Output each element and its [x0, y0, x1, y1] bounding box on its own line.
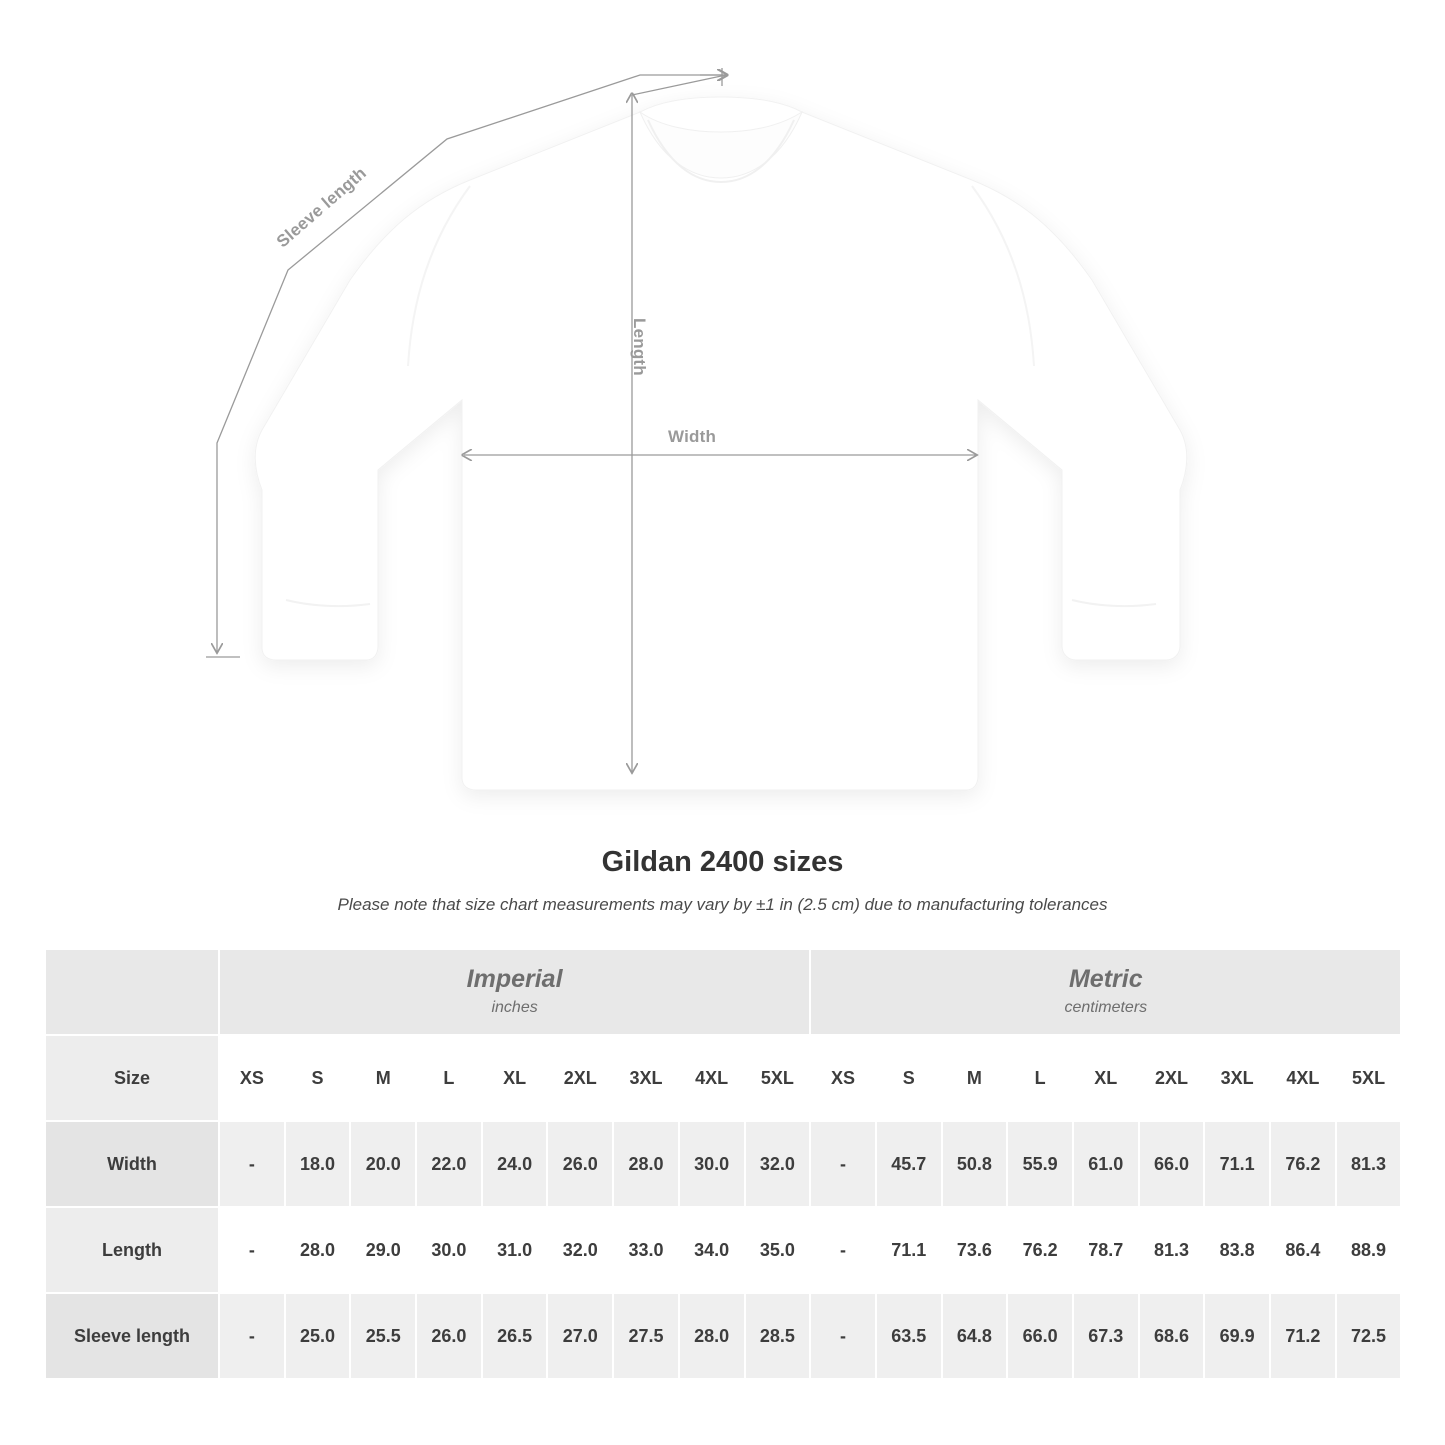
unit-header-row	[45, 949, 1401, 1035]
cell-value: 33.0	[613, 1207, 679, 1293]
size-col-header: M	[942, 1035, 1008, 1121]
cell-value: 28.0	[285, 1207, 351, 1293]
size-col-header: 3XL	[1204, 1035, 1270, 1121]
cell-value: 63.5	[876, 1293, 942, 1379]
cell-value: 66.0	[1007, 1293, 1073, 1379]
cell-value: 71.2	[1270, 1293, 1336, 1379]
unit-sub-metric: centimeters	[1064, 998, 1148, 1016]
size-chart-table	[44, 948, 1402, 1380]
cell-value: 34.0	[679, 1207, 745, 1293]
cell-value: 61.0	[1073, 1121, 1139, 1207]
cell-value: 55.9	[1007, 1121, 1073, 1207]
size-col-header: 2XL	[1139, 1035, 1205, 1121]
cell-value: 35.0	[745, 1207, 811, 1293]
cell-value: 81.3	[1336, 1121, 1402, 1207]
cell-value: -	[219, 1293, 285, 1379]
unit-name-metric: Metric	[1068, 964, 1143, 993]
unit-header-metric	[810, 949, 1401, 1035]
cell-value: 30.0	[679, 1121, 745, 1207]
size-col-header: XS	[219, 1035, 285, 1121]
tolerance-note: Please note that size chart measurements may vary by ±1 in (2.5 cm) due to manufacturing tolerances	[337, 895, 1108, 914]
unit-header-imperial	[219, 949, 810, 1035]
page-title: Gildan 2400 sizes	[601, 846, 844, 878]
cell-value: 71.1	[876, 1207, 942, 1293]
size-col-header: XL	[1073, 1035, 1139, 1121]
cell-value: 73.6	[942, 1207, 1008, 1293]
size-col-header: 5XL	[1336, 1035, 1402, 1121]
size-col-header: XS	[810, 1035, 876, 1121]
cell-value: 26.0	[416, 1293, 482, 1379]
cell-value: 26.5	[482, 1293, 548, 1379]
cell-value: 83.8	[1204, 1207, 1270, 1293]
cell-value: 28.0	[679, 1293, 745, 1379]
cell-value: 68.6	[1139, 1293, 1205, 1379]
size-col-header: S	[285, 1035, 351, 1121]
cell-value: -	[810, 1121, 876, 1207]
cell-value: 72.5	[1336, 1293, 1402, 1379]
cell-value: -	[219, 1207, 285, 1293]
size-col-header: 3XL	[613, 1035, 679, 1121]
size-chart-table-wrapper	[44, 948, 1401, 1380]
title-block	[0, 846, 1445, 915]
sleeve-length-label: Sleeve length	[272, 163, 371, 252]
cell-value: 67.3	[1073, 1293, 1139, 1379]
size-col-header: L	[416, 1035, 482, 1121]
cell-value: 45.7	[876, 1121, 942, 1207]
length-label: Length	[630, 318, 649, 376]
cell-value: 29.0	[350, 1207, 416, 1293]
size-col-header: S	[876, 1035, 942, 1121]
cell-value: 27.0	[547, 1293, 613, 1379]
size-col-header: 4XL	[1270, 1035, 1336, 1121]
cell-value: 31.0	[482, 1207, 548, 1293]
width-label: Width	[668, 427, 717, 446]
size-col-header: 5XL	[745, 1035, 811, 1121]
cell-value: 64.8	[942, 1293, 1008, 1379]
cell-value: 78.7	[1073, 1207, 1139, 1293]
unit-sub-imperial: inches	[491, 998, 538, 1016]
table-row	[45, 1293, 1401, 1379]
corner-blank	[45, 949, 219, 1035]
cell-value: 86.4	[1270, 1207, 1336, 1293]
cell-value: 22.0	[416, 1121, 482, 1207]
cell-value: 76.2	[1270, 1121, 1336, 1207]
cell-value: 28.5	[745, 1293, 811, 1379]
cell-value: 18.0	[285, 1121, 351, 1207]
cell-value: 71.1	[1204, 1121, 1270, 1207]
table-row	[45, 1207, 1401, 1293]
size-col-header: 4XL	[679, 1035, 745, 1121]
cell-value: 81.3	[1139, 1207, 1205, 1293]
cell-value: 26.0	[547, 1121, 613, 1207]
cell-value: 27.5	[613, 1293, 679, 1379]
cell-value: 28.0	[613, 1121, 679, 1207]
unit-name-imperial: Imperial	[466, 964, 563, 993]
cell-value: 32.0	[745, 1121, 811, 1207]
row-label-sleeve-length: Sleeve length	[45, 1293, 219, 1379]
cell-value: -	[810, 1207, 876, 1293]
cell-value: -	[219, 1121, 285, 1207]
size-col-header: 2XL	[547, 1035, 613, 1121]
cell-value: 25.5	[350, 1293, 416, 1379]
size-label: Size	[45, 1035, 219, 1121]
cell-value: 24.0	[482, 1121, 548, 1207]
cell-value: 20.0	[350, 1121, 416, 1207]
cell-value: 69.9	[1204, 1293, 1270, 1379]
shirt-shape	[255, 97, 1187, 790]
cell-value: -	[810, 1293, 876, 1379]
size-col-header: M	[350, 1035, 416, 1121]
cell-value: 88.9	[1336, 1207, 1402, 1293]
cell-value: 30.0	[416, 1207, 482, 1293]
size-header-row	[45, 1035, 1401, 1121]
table-row	[45, 1121, 1401, 1207]
size-col-header: XL	[482, 1035, 548, 1121]
row-label-width: Width	[45, 1121, 219, 1207]
cell-value: 25.0	[285, 1293, 351, 1379]
row-label-length: Length	[45, 1207, 219, 1293]
cell-value: 32.0	[547, 1207, 613, 1293]
cell-value: 50.8	[942, 1121, 1008, 1207]
cell-value: 76.2	[1007, 1207, 1073, 1293]
cell-value: 66.0	[1139, 1121, 1205, 1207]
size-col-header: L	[1007, 1035, 1073, 1121]
